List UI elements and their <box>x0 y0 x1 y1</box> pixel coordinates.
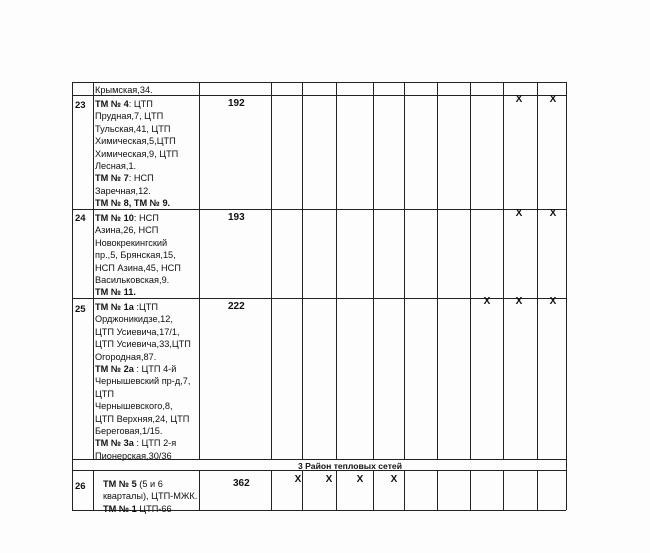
desc-line <box>103 478 203 490</box>
desc-line <box>95 400 195 412</box>
desc-bold: ТМ № 2а <box>95 364 134 375</box>
row-value: 362 <box>233 478 250 489</box>
grid-vline <box>72 82 73 459</box>
desc-text: ЦТП-66 <box>136 503 172 514</box>
x-mark: X <box>549 94 557 105</box>
desc-text: Лесная,1. <box>95 161 137 172</box>
desc-text: ЦТП Верхняя,24, ЦТП <box>95 413 190 424</box>
desc-text: Химическая,9, ЦТП <box>95 148 179 159</box>
grid-vline <box>93 82 94 459</box>
desc-line <box>95 351 195 363</box>
desc-text: Химическая,5,ЦТП <box>95 136 176 147</box>
desc-text: Береговая,1/15. <box>95 426 163 437</box>
grid-vline <box>537 470 538 510</box>
desc-text: пр.,5, Брянская,15, <box>95 250 176 261</box>
desc-text: Чернышевского,8, <box>95 401 173 412</box>
desc-text: Тульская,41, ЦТП <box>95 123 171 134</box>
desc-text: кварталы), ЦТП-МЖК. <box>103 491 198 502</box>
desc-line <box>95 425 195 437</box>
x-mark: X <box>515 208 523 219</box>
desc-line <box>95 363 195 375</box>
grid-vline <box>437 470 438 510</box>
row-number: 25 <box>75 304 86 315</box>
desc-line <box>95 286 195 298</box>
desc-text: Азина,26, НСП <box>95 225 159 236</box>
desc-text: (5 и 6 <box>136 479 163 489</box>
grid-vline <box>302 82 303 459</box>
grid-vline <box>336 82 337 459</box>
x-mark: X <box>483 296 491 307</box>
desc-line <box>95 388 195 400</box>
desc-line <box>95 375 195 387</box>
x-mark: X <box>515 296 523 307</box>
row-desc <box>95 98 195 210</box>
grid-vline <box>373 82 374 459</box>
desc-line <box>95 249 195 261</box>
row-number: 26 <box>75 481 86 492</box>
desc-bold: ТМ № 7 <box>95 173 129 184</box>
row-number: 24 <box>75 213 86 224</box>
grid-vline <box>470 82 471 459</box>
desc-text: Огородная,87. <box>95 351 157 362</box>
desc-line <box>95 98 195 110</box>
grid-vline <box>93 470 94 510</box>
desc-bold: ТМ № 10 <box>95 213 134 223</box>
desc-text: : ЦТП 4-й <box>133 364 177 375</box>
desc-line <box>95 172 195 184</box>
x-mark: X <box>294 474 302 485</box>
x-mark: X <box>549 296 557 307</box>
desc-line <box>95 437 195 449</box>
grid-vline <box>566 470 567 510</box>
desc-bold: ТМ № 1 <box>103 503 137 514</box>
prev-row-desc <box>95 84 195 96</box>
grid-vline <box>470 470 471 510</box>
desc-text: Пионерская,30/36 <box>95 450 172 461</box>
desc-bold: ТМ № 8, ТМ № 9. <box>95 198 171 209</box>
desc-text: ЦТП <box>95 388 115 399</box>
desc-line <box>95 326 195 338</box>
desc-text: :ЦТП <box>133 302 158 312</box>
grid-vline <box>72 459 73 470</box>
grid-vline <box>271 82 272 459</box>
row-value: 222 <box>228 301 245 312</box>
desc-line <box>103 503 203 515</box>
desc-line: Крымская,34. <box>95 85 153 95</box>
desc-line <box>95 262 195 274</box>
desc-line <box>95 237 195 249</box>
desc-line <box>103 490 203 502</box>
x-mark: X <box>325 474 333 485</box>
desc-line <box>95 110 195 122</box>
desc-line <box>95 197 195 209</box>
grid-vline <box>503 82 504 459</box>
desc-line <box>95 413 195 425</box>
x-mark: X <box>515 94 523 105</box>
desc-text: Чернышевский пр-д,7, <box>95 376 191 387</box>
desc-text: Прудная,7, ЦТП <box>95 111 164 122</box>
desc-line <box>95 313 195 325</box>
grid-vline <box>566 82 567 459</box>
section-header: 3 Район тепловых сетей <box>298 461 402 471</box>
grid-vline <box>373 470 374 510</box>
desc-text: Заречная,12. <box>95 185 151 196</box>
row-desc <box>95 301 195 462</box>
grid-vline <box>404 82 405 459</box>
desc-text: Новокрекингский <box>95 237 168 248</box>
row-number: 23 <box>75 100 86 111</box>
desc-text: Васильковская,9. <box>95 275 170 286</box>
grid-vline <box>537 82 538 459</box>
desc-line <box>95 135 195 147</box>
x-mark: X <box>549 208 557 219</box>
desc-text: ЦТП Усиевича,17/1, <box>95 326 180 337</box>
desc-bold: ТМ № 11. <box>95 287 136 298</box>
desc-text: : НСП <box>133 213 159 223</box>
desc-line <box>95 301 195 313</box>
desc-text: : ЦТП 2-я <box>133 438 177 449</box>
desc-bold: ТМ № 5 <box>103 479 137 489</box>
grid-vline <box>437 82 438 459</box>
row-desc <box>95 212 195 299</box>
grid-hline <box>72 82 566 83</box>
grid-vline <box>336 470 337 510</box>
row-value: 193 <box>228 212 245 223</box>
grid-vline <box>404 470 405 510</box>
desc-line <box>95 274 195 286</box>
grid-vline <box>503 470 504 510</box>
desc-text: : ЦТП <box>128 99 153 109</box>
desc-line <box>95 185 195 197</box>
row-value: 192 <box>228 98 245 109</box>
x-mark: X <box>390 474 398 485</box>
desc-text: ЦТП Усиевича,33,ЦТП <box>95 339 191 350</box>
grid-vline <box>199 82 200 459</box>
desc-bold: ТМ № 1а <box>95 302 134 312</box>
grid-vline <box>271 470 272 510</box>
desc-line <box>95 338 195 350</box>
desc-text: Орджоникидзе,12, <box>95 314 173 325</box>
x-mark: X <box>356 474 364 485</box>
desc-text: НСП Азина,45, НСП <box>95 262 181 273</box>
grid-vline <box>72 470 73 510</box>
desc-line <box>95 224 195 236</box>
desc-text: : НСП <box>128 173 154 184</box>
row-desc <box>103 478 203 515</box>
desc-line <box>95 148 195 160</box>
desc-line <box>95 212 195 224</box>
desc-bold: ТМ № 4 <box>95 99 129 109</box>
desc-line <box>95 123 195 135</box>
desc-bold: ТМ № 3а <box>95 438 134 449</box>
desc-line <box>95 160 195 172</box>
